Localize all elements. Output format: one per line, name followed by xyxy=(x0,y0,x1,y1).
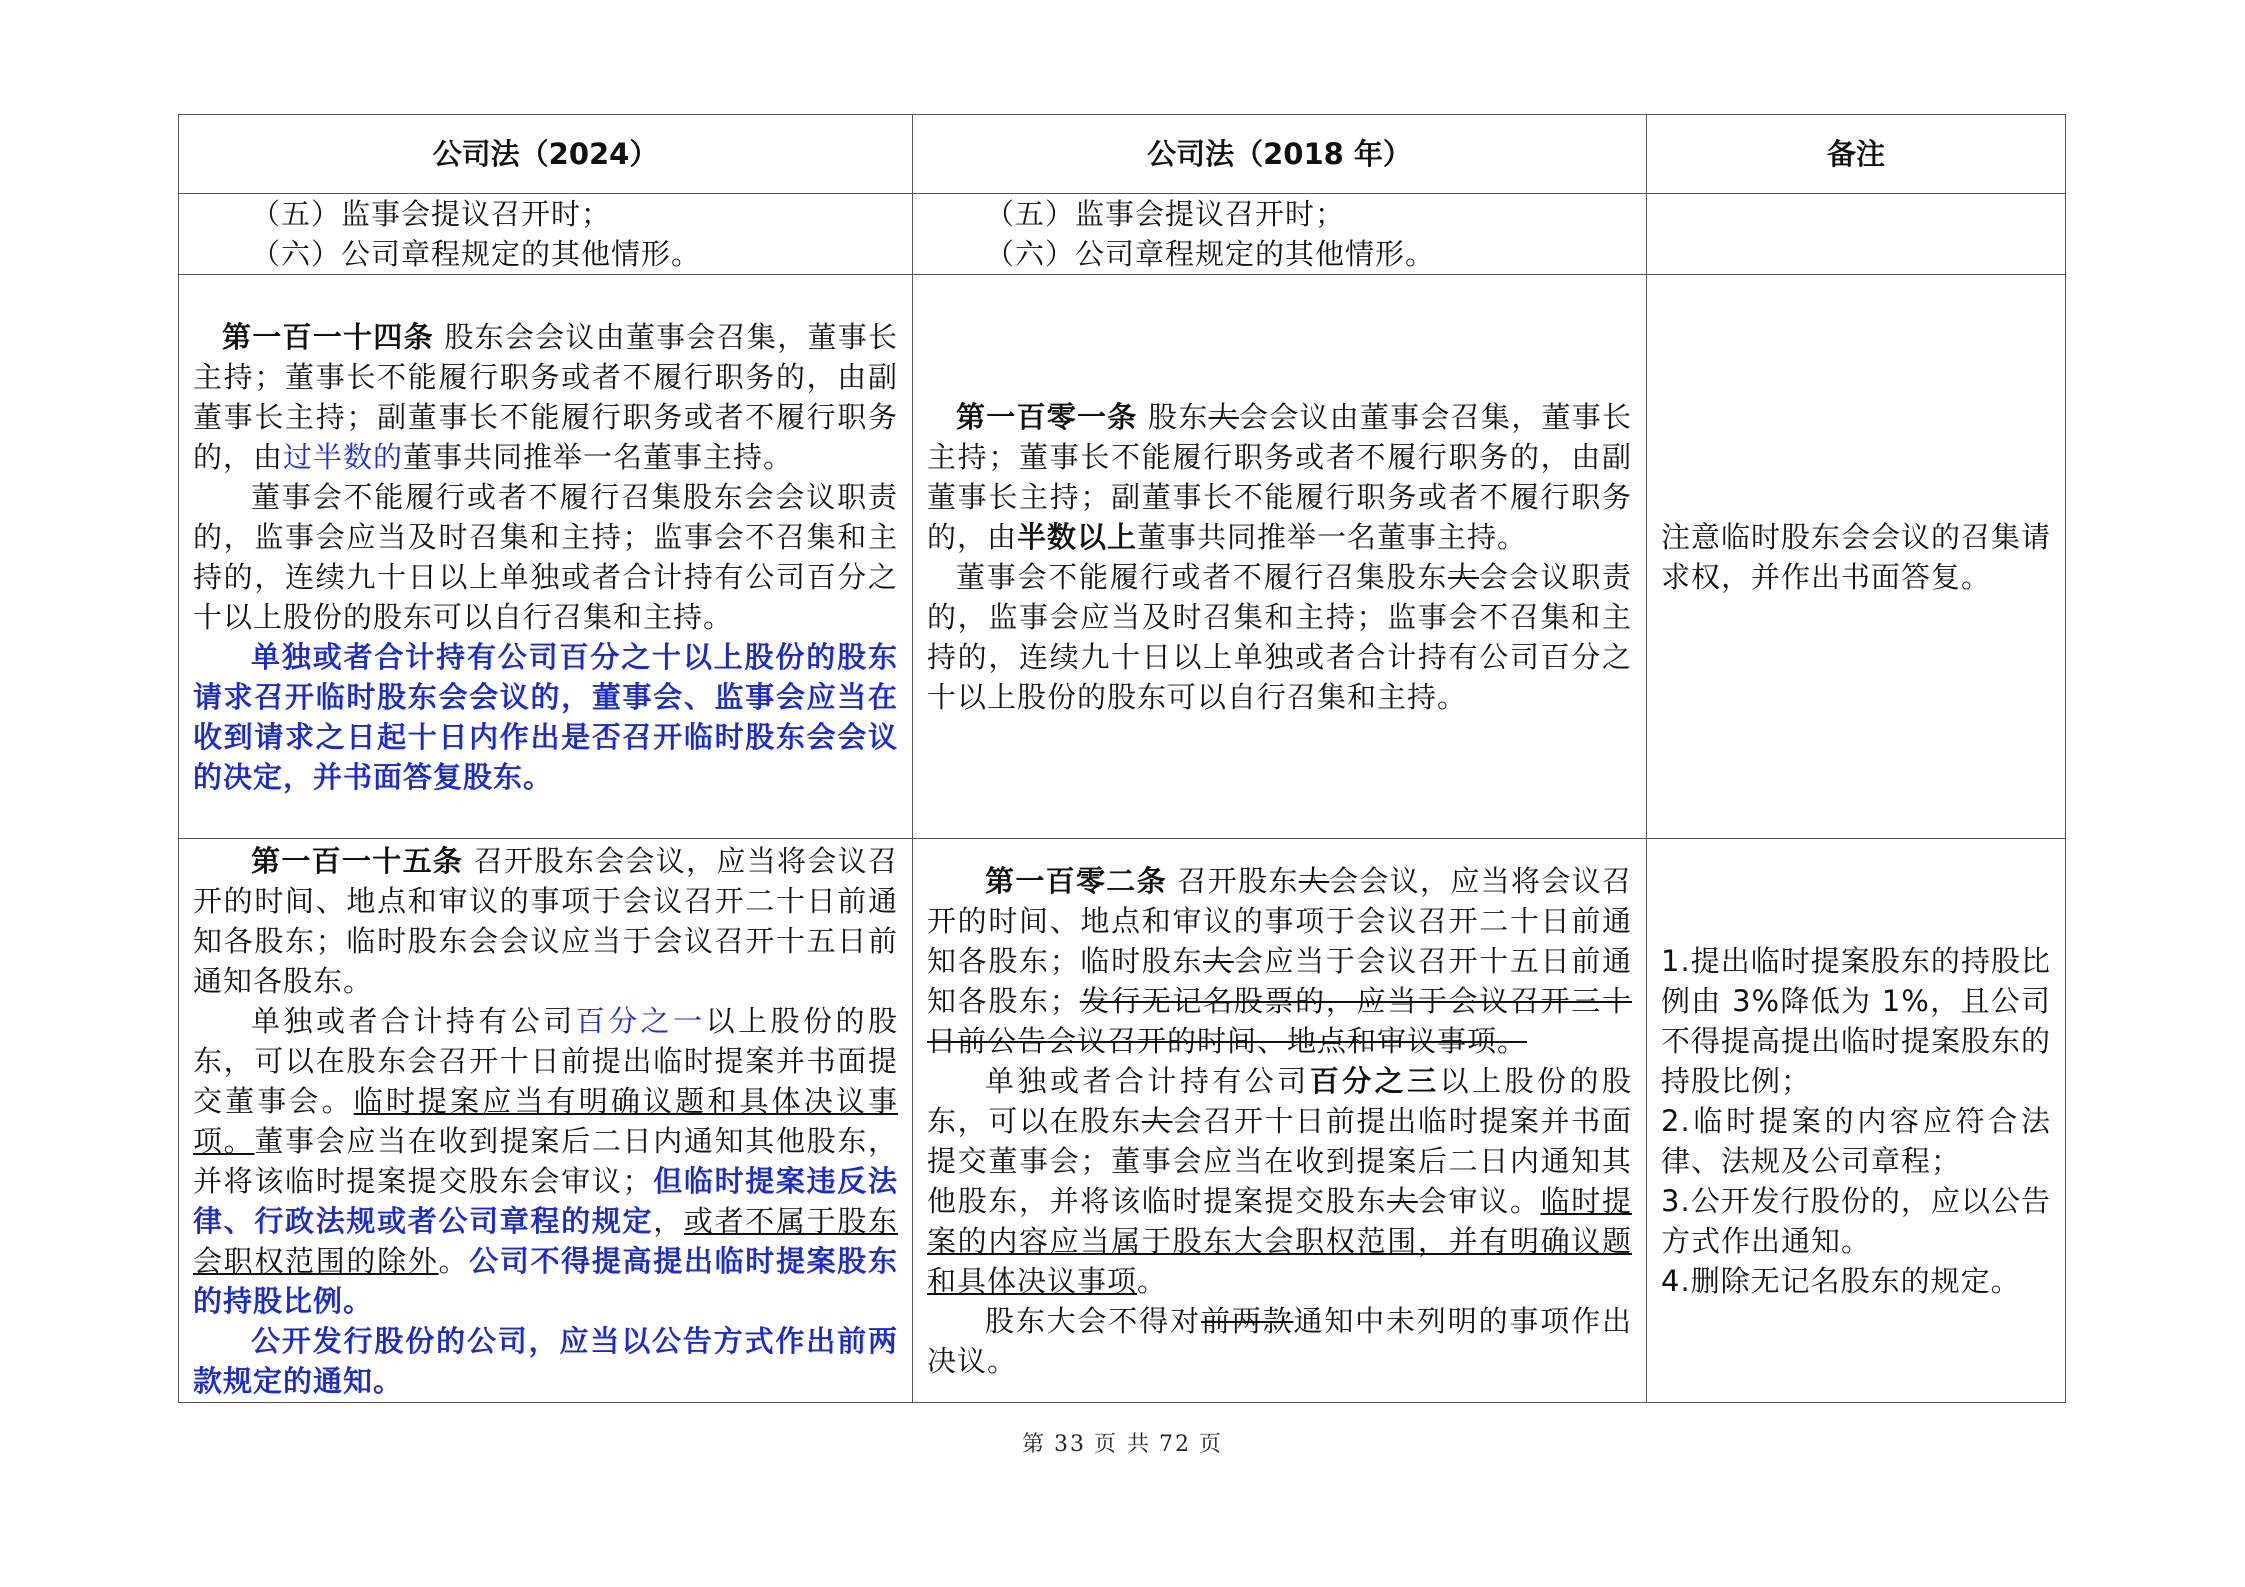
deleted-text: 大 xyxy=(1208,399,1239,434)
new-clause-text: 公司不得提高提出临时提案股东的持股比例。 xyxy=(193,1243,898,1318)
article-number: 第一百一十四条 xyxy=(222,319,434,354)
clause-text: （五）监事会提议召开时； xyxy=(985,197,1346,231)
cell-remarks: 注意临时股东会会议的召集请求权，并作出书面答复。 xyxy=(1647,275,2066,839)
remark-item: 4.删除无记名股东的规定。 xyxy=(1661,1263,2021,1298)
deleted-text: 大 xyxy=(1203,943,1234,978)
table-row xyxy=(179,839,2066,1403)
underlined-text: 或者不属于股东会职权范围的除外 xyxy=(193,1203,898,1278)
cell-2024 xyxy=(179,839,913,1403)
article-number: 第一百零二条 xyxy=(985,863,1167,898)
clause-text: （六）公司章程规定的其他情形。 xyxy=(251,237,702,271)
clause-text: 股东大会不得对前两款通知中未列明的事项作出决议。 xyxy=(927,1303,1632,1378)
clause-text: 单独或者合计持有公司百分之三以上股份的股东，可以在股东大会召开十日前提出临时提案并书面提交董事会；董事会应当在收到提案后二日内通知其他股东，并将该临时提案提交股东大会审议。临时提案的内容应当属于股东大会职权范围，并有明确议题和具体决议事项。 xyxy=(927,1063,1632,1298)
article-115: 第一百一十五条 召开股东会会议，应当将会议召开的时间、地点和审议的事项于会议召开二十日前通知各股东；临时股东会会议应当于会议召开十五日前通知各股东。 xyxy=(193,843,898,998)
new-clause-text: 单独或者合计持有公司百分之十以上股份的股东请求召开临时股东会会议的，董事会、监事会应当在收到请求之日起十日内作出是否召开临时股东会会议的决定，并书面答复股东。 xyxy=(193,639,898,794)
underlined-text: 临时提案的内容应当属于股东大会职权范围，并有明确议题和具体决议事项 xyxy=(927,1183,1632,1298)
cell-2024 xyxy=(179,194,913,275)
article-102: 第一百零二条 召开股东大会会议，应当将会议召开的时间、地点和审议的事项于会议召开二十日前通知各股东；临时股东大会应当于会议召开十五日前通知各股东；发行无记名股票的，应当于会议召开三十日前公告会议召开的时间、地点和审议事项。 xyxy=(927,863,1632,1058)
deleted-text: 大 xyxy=(1141,1103,1173,1138)
remark-item: 3.公开发行股份的，应以公告方式作出通知。 xyxy=(1661,1183,2051,1258)
header-2024: 公司法（2024） xyxy=(179,115,913,194)
changed-text: 百分之三 xyxy=(1309,1063,1440,1098)
clause-text: （六）公司章程规定的其他情形。 xyxy=(985,237,1436,271)
underlined-text: 临时提案应当有明确议题和具体决议事项。 xyxy=(193,1083,898,1158)
header-row xyxy=(179,115,2066,194)
deleted-text: 大 xyxy=(1387,1183,1418,1218)
new-clause-text: 但临时提案违反法律、行政法规或者公司章程的规定 xyxy=(193,1163,898,1238)
article-101: 第一百零一条 股东大会会议由董事会召集，董事长主持；董事长不能履行职务或者不履行职务的，由副董事长主持；副董事长不能履行职务或者不履行职务的，由半数以上董事共同推举一名董事主持。 xyxy=(927,399,1632,554)
clause-text: 董事会不能履行或者不履行召集股东会会议职责的，监事会应当及时召集和主持；监事会不召集和主持的，连续九十日以上单独或者合计持有公司百分之十以上股份的股东可以自行召集和主持。 xyxy=(193,479,898,634)
header-remarks: 备注 xyxy=(1647,115,2066,194)
article-number: 第一百一十五条 xyxy=(251,843,464,878)
deleted-text: 前两款 xyxy=(1200,1303,1294,1338)
cell-remarks xyxy=(1647,839,2066,1403)
article-114: 第一百一十四条 股东会会议由董事会召集，董事长主持；董事长不能履行职务或者不履行职务的，由副董事长主持；副董事长不能履行职务或者不履行职务的，由过半数的董事共同推举一名董事主持。 xyxy=(193,319,898,474)
cell-2018 xyxy=(913,839,1647,1403)
cell-remarks xyxy=(1647,194,2066,275)
table-row xyxy=(179,194,2066,275)
header-2018: 公司法（2018 年） xyxy=(913,115,1647,194)
page-total: 72 xyxy=(1159,1432,1191,1457)
new-clause-text: 公开发行股份的公司，应当以公告方式作出前两款规定的通知。 xyxy=(193,1323,898,1398)
remark-item: 2.临时提案的内容应符合法律、法规及公司章程； xyxy=(1661,1103,2051,1178)
cell-2018 xyxy=(913,275,1647,839)
table-row xyxy=(179,275,2066,839)
cell-2018 xyxy=(913,194,1647,275)
clause-text: 董事会不能履行或者不履行召集股东大会会议职责的，监事会应当及时召集和主持；监事会不召集和主持的，连续九十日以上单独或者合计持有公司百分之十以上股份的股东可以自行召集和主持。 xyxy=(927,559,1632,714)
remark-item: 1.提出临时提案股东的持股比例由 3%降低为 1%，且公司不得提高提出临时提案股东的持股比例； xyxy=(1661,943,2052,1098)
changed-text: 百分之一 xyxy=(575,1003,706,1038)
page-number: 33 xyxy=(1054,1432,1086,1457)
cell-2024 xyxy=(179,275,913,839)
deleted-text: 大 xyxy=(1448,559,1479,594)
deleted-text: 发行无记名股票的，应当于会议召开三十日前公告会议召开的时间、地点和审议事项。 xyxy=(927,983,1632,1058)
clause-text: （五）监事会提议召开时； xyxy=(251,197,612,231)
page-footer: 第 33 页 共 72 页 xyxy=(1021,1432,1224,1457)
article-number: 第一百零一条 xyxy=(956,399,1138,434)
clause-text: 单独或者合计持有公司百分之一以上股份的股东，可以在股东会召开十日前提出临时提案并书面提交董事会。临时提案应当有明确议题和具体决议事项。董事会应当在收到提案后二日内通知其他股东，并将该临时提案提交股东会审议；但临时提案违反法律、行政法规或者公司章程的规定，或者不属于股东会职权范围的除外。公司不得提高提出临时提案股东的持股比例。 xyxy=(193,1003,898,1318)
changed-text: 半数以上 xyxy=(1017,519,1138,554)
changed-text: 过半数的 xyxy=(283,439,404,474)
deleted-text: 大 xyxy=(1298,863,1330,898)
comparison-table xyxy=(178,114,2066,1403)
